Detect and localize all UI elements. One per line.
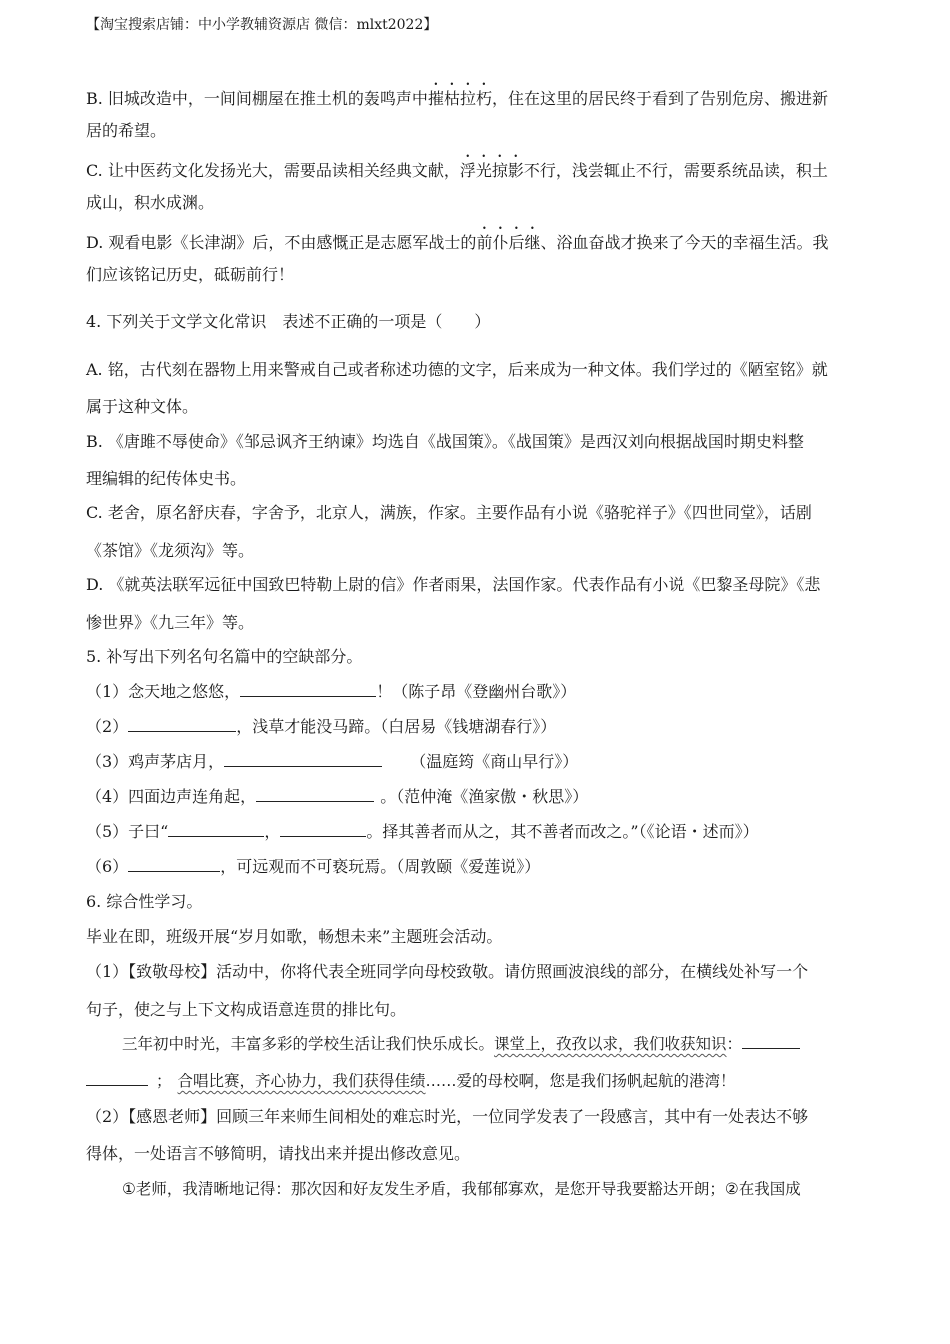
- q4-option-c-line2: 《茶馆》《龙须沟》等。: [86, 541, 255, 560]
- q4-stem: 4. 下列关于文学文化常识 表述不正确的一项是（ ）: [86, 312, 491, 331]
- q6-part2-line1: （2）【感恩老师】回顾三年来师生间相处的难忘时光，一位同学发表了一段感言，其中有一处表达不够: [86, 1107, 809, 1126]
- q5-item-5: （5）子曰“ ， 。择其善者而从之，其不善者而改之。”（《论语・述而》）: [86, 822, 759, 841]
- q4-option-b-line1: B. 《唐雎不辱使命》《邹忌讽齐王纳谏》均选自《战国策》。《战国策》是西汉刘向根据战国时期史料整: [86, 432, 804, 451]
- q5-item-4: （4）四面边声连角起， 。（范仲淹《渔家傲・秋思》）: [86, 787, 589, 806]
- q6-part2-line2: 得体，一处语言不够简明，请找出来并提出修改意见。: [86, 1144, 471, 1163]
- passage1-line2: ； 合唱比赛，齐心协力，我们获得佳绩……爱的母校啊，您是我们扬帆起航的港湾！: [86, 1069, 736, 1091]
- q3-option-c-line2: 成山，积水成渊。: [86, 193, 215, 212]
- fill-blank: [86, 1071, 148, 1086]
- fill-blank: [256, 787, 374, 802]
- q4-option-a-line2: 属于这种文体。: [86, 397, 199, 416]
- fill-blank: [742, 1034, 800, 1049]
- q6-part1-line1: （1）【致敬母校】活动中，你将代表全班同学向母校致敬。请仿照画波浪线的部分，在横线处补写一个: [86, 962, 809, 981]
- passage2-line1: ①老师，我清晰地记得：那次因和好友发生矛盾，我郁郁寡欢，是您开导我要豁达开朗；②在我国成: [122, 1180, 801, 1198]
- q3-option-d-line2: 们应该铭记历史，砥砺前行！: [86, 265, 295, 284]
- fill-blank: [280, 822, 366, 837]
- fill-blank: [128, 717, 236, 732]
- q6-part1-line2: 句子，使之与上下文构成语意连贯的排比句。: [86, 1000, 407, 1019]
- q4-option-c-line1: C. 老舍，原名舒庆春，字舍予，北京人，满族，作家。主要作品有小说《骆驼祥子》《四世同堂》，话剧: [86, 503, 812, 522]
- q3-option-c-line1: C. 让中医药文化发扬光大，需要品读相关经典文献，浮光掠影不行，浅尝辄止不行，需要系统品读，积土: [86, 161, 828, 180]
- emphasized-idiom: 浮光掠影: [459, 161, 524, 180]
- q3-option-b-line1: B. 旧城改造中，一间间棚屋在推土机的轰鸣声中摧枯拉朽，住在这里的居民终于看到了告别危房、搬进新: [86, 89, 828, 108]
- fill-blank: [168, 822, 264, 837]
- q5-item-3: （3）鸡声茅店月， （温庭筠《商山早行》）: [86, 752, 579, 771]
- q5-stem: 5. 补写出下列名句名篇中的空缺部分。: [86, 647, 363, 666]
- q5-item-1: （1）念天地之悠悠， ！（陈子昂《登幽州台歌》）: [86, 682, 577, 701]
- q5-item-2: （2） ，浅草才能没马蹄。（白居易《钱塘湖春行》）: [86, 717, 557, 736]
- q4-option-a-line1: A. 铭，古代刻在器物上用来警戒自己或者称述功德的文字，后来成为一种文体。我们学过的《陋室铭》就: [86, 360, 828, 379]
- shop-header: 【淘宝搜索店铺：中小学教辅资源店 微信：mlxt2022】: [86, 17, 438, 33]
- q6-intro: 毕业在即，班级开展“岁月如歌，畅想未来”主题班会活动。: [86, 927, 503, 946]
- wavy-underlined-sentence: 合唱比赛，齐心协力，我们获得佳绩: [177, 1072, 426, 1090]
- q4-option-d-line2: 惨世界》《九三年》等。: [86, 613, 255, 632]
- q5-item-6: （6） ，可远观而不可亵玩焉。（周敦颐《爱莲说》）: [86, 857, 541, 876]
- q6-stem: 6. 综合性学习。: [86, 892, 203, 911]
- q3-option-d-line1: D. 观看电影《长津湖》后，不由感慨正是志愿军战士的前仆后继、浴血奋战才换来了今天的幸福生活。我: [86, 233, 829, 252]
- q4-option-d-line1: D. 《就英法联军远征中国致巴特勒上尉的信》作者雨果，法国作家。代表作品有小说《巴黎圣母院》《悲: [86, 575, 821, 594]
- emphasized-idiom: 前仆后继: [476, 233, 541, 252]
- fill-blank: [128, 857, 220, 872]
- emphasized-idiom: 摧枯拉朽: [427, 89, 492, 108]
- wavy-underlined-sentence: 课堂上，孜孜以求，我们收获知识: [494, 1035, 727, 1053]
- passage1-line1: 三年初中时光，丰富多彩的学校生活让我们快乐成长。课堂上，孜孜以求，我们收获知识：: [122, 1032, 800, 1054]
- fill-blank: [224, 752, 382, 767]
- q4-option-b-line2: 理编辑的纪传体史书。: [86, 469, 247, 488]
- fill-blank: [240, 682, 376, 697]
- q3-option-b-line2: 居的希望。: [86, 121, 167, 140]
